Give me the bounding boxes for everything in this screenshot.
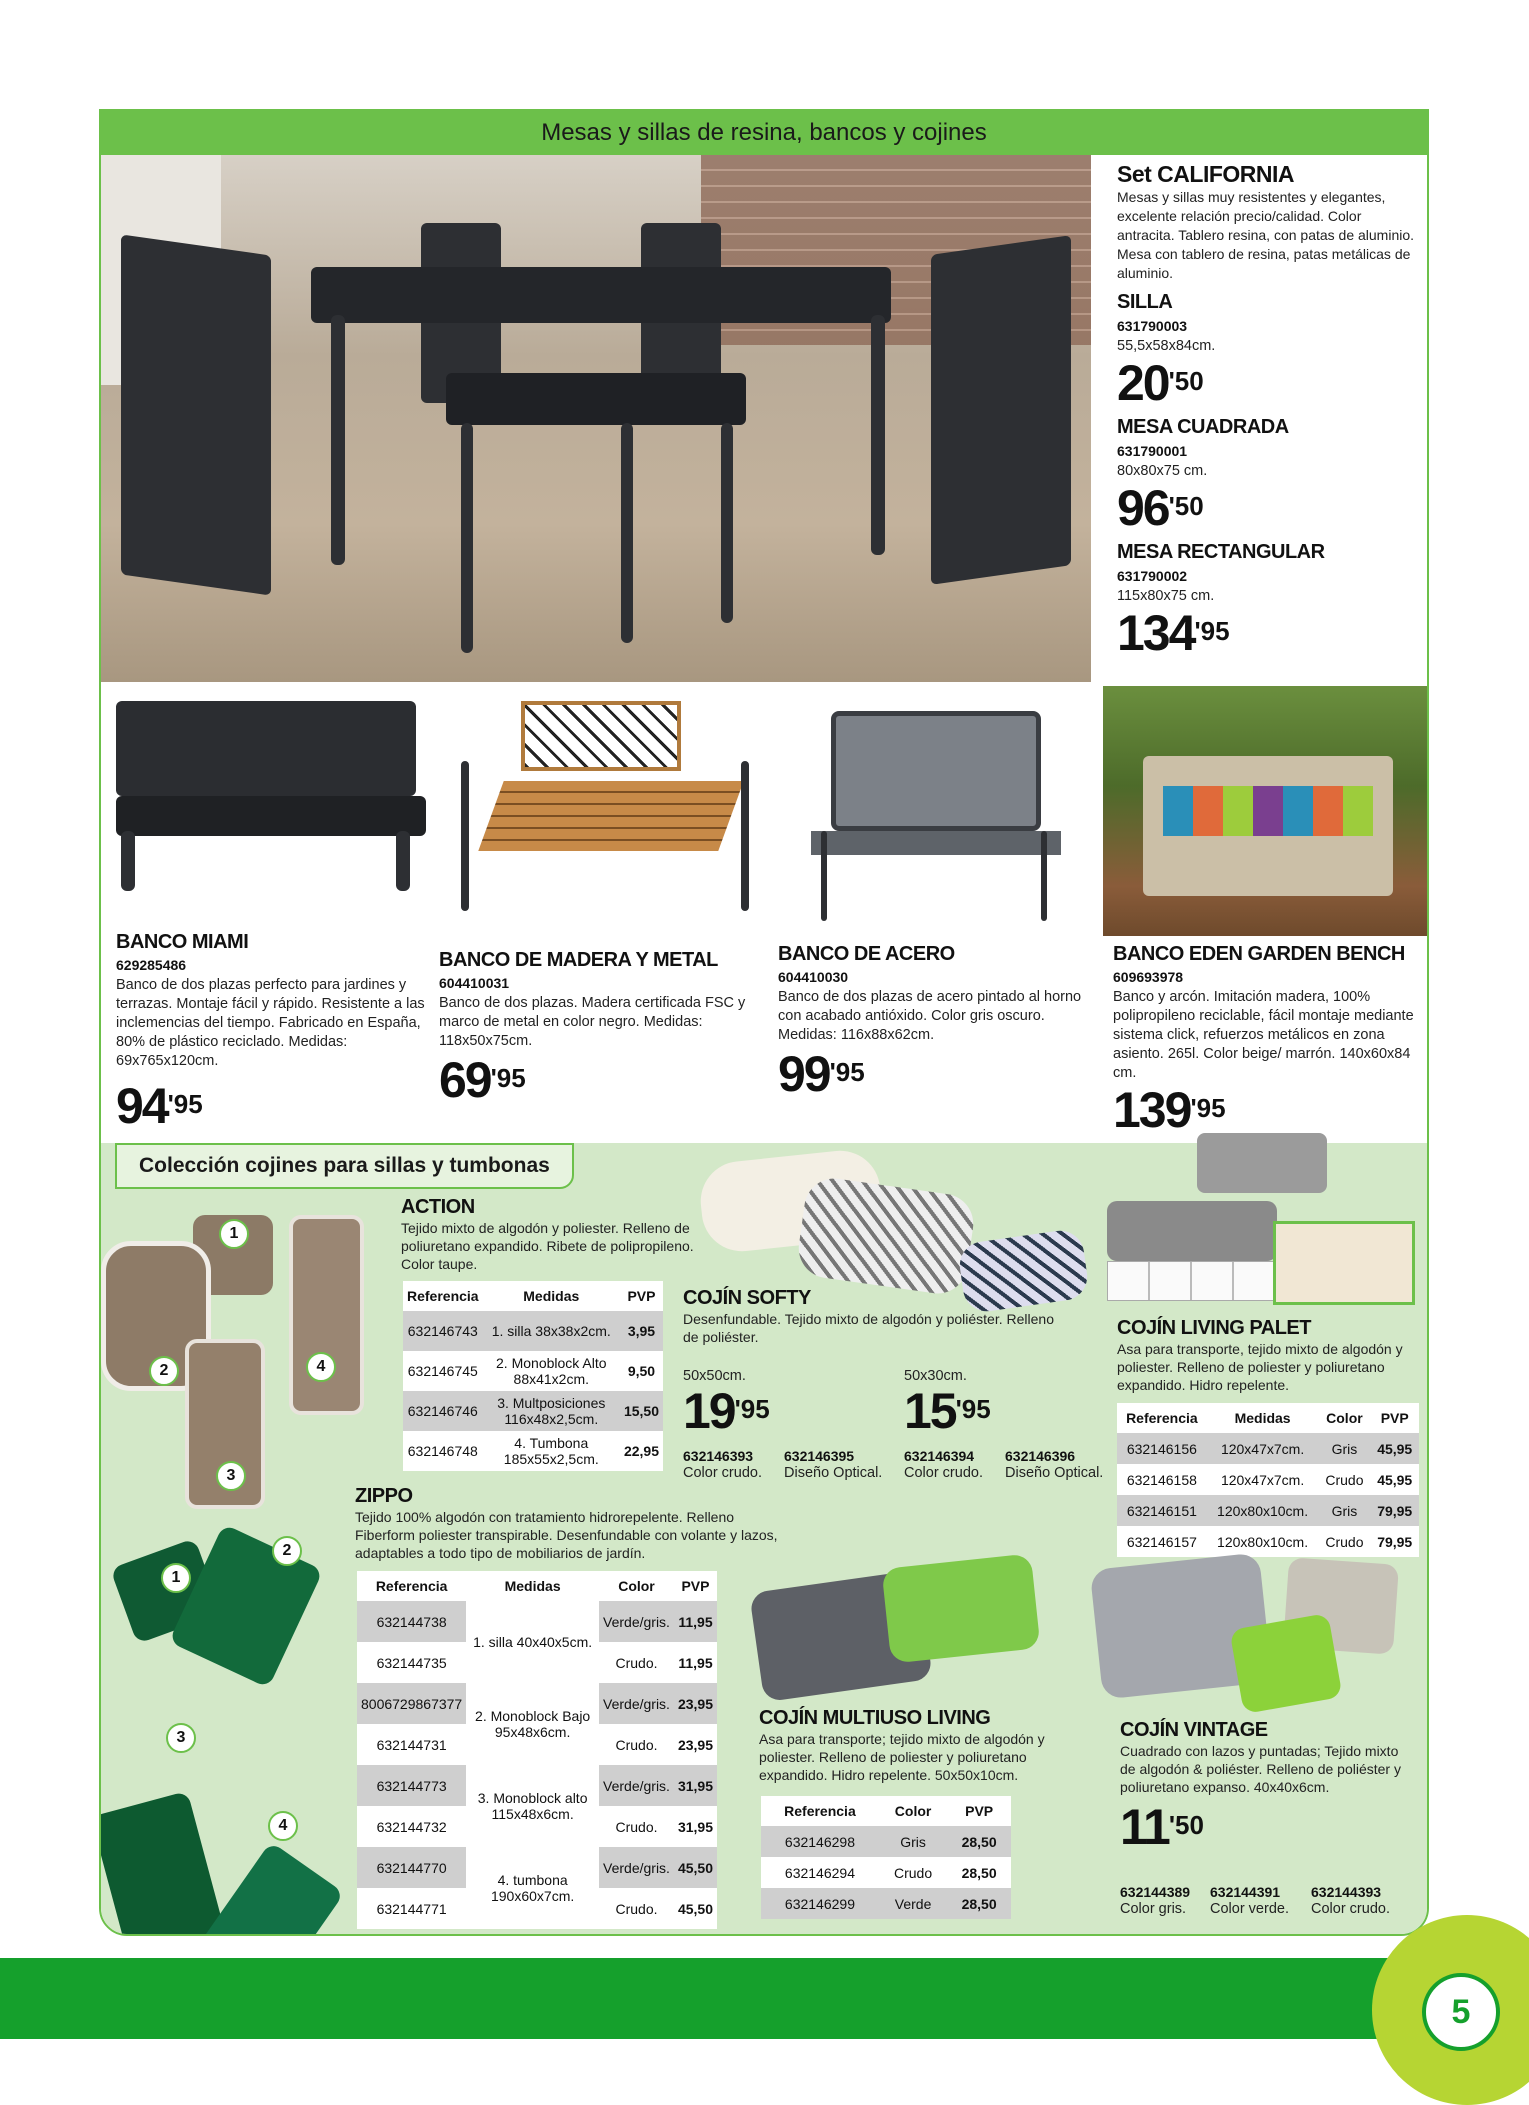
cell-ref: 632144731 — [357, 1724, 466, 1765]
section-header — [101, 111, 1427, 155]
product-desc: Mesas y sillas muy resistentes y elegantes, excelente relación precio/calidad. Color antracita. Tablero resina, con patas de aluminio. Mesa con tablero de resina, patas metálicas de aluminio. — [1117, 189, 1415, 281]
cell-ref: 632144732 — [357, 1806, 466, 1847]
cell-ref: 632144771 — [357, 1888, 466, 1929]
size-label: 50x50cm. — [683, 1368, 746, 1384]
table-row — [357, 1601, 717, 1642]
cell-ref: 632146298 — [761, 1826, 879, 1857]
price-int: 15 — [904, 1383, 956, 1439]
price-int: 139 — [1113, 1082, 1191, 1138]
chair-left — [121, 234, 271, 595]
col-header: Referencia — [761, 1796, 879, 1826]
item-code: 631790001 — [1117, 443, 1188, 459]
cell-ref: 632144735 — [357, 1642, 466, 1683]
cell-pvp: 79,95 — [1370, 1526, 1419, 1557]
table-row — [761, 1857, 1011, 1888]
code-label: Color gris. — [1120, 1901, 1187, 1917]
col-header: Referencia — [403, 1281, 483, 1311]
cell-ref: 632146157 — [1117, 1526, 1207, 1557]
product-code: 629285486 — [116, 957, 187, 973]
cushions-section-title: Colección cojines para sillas y tumbonas — [115, 1143, 574, 1189]
softy-info — [683, 1287, 1063, 1346]
vintage-code — [1120, 1884, 1220, 1919]
table-leg — [721, 423, 733, 623]
product-title: BANCO MIAMI — [116, 931, 249, 953]
bench-steel-image — [791, 711, 1081, 941]
col-header: Color — [599, 1571, 674, 1601]
cell-color: Verde — [879, 1888, 947, 1919]
cell-med: 120x80x10cm. — [1207, 1495, 1319, 1526]
item-name: MESA RECTANGULAR — [1117, 541, 1325, 563]
cell-med: 120x47x7cm. — [1207, 1433, 1319, 1464]
cell-ref: 632146748 — [403, 1431, 483, 1471]
price-int: 99 — [778, 1046, 830, 1102]
code-label: Diseño Optical. — [784, 1465, 883, 1481]
softy-size-50x30 — [904, 1367, 1104, 1439]
badge-3: 3 — [166, 1723, 196, 1753]
item-code: 631790003 — [1117, 318, 1188, 334]
table-row — [1117, 1433, 1419, 1464]
col-header: Color — [879, 1796, 947, 1826]
product-title: COJÍN MULTIUSO LIVING — [759, 1707, 991, 1729]
table-row — [403, 1391, 663, 1431]
product-price — [1113, 1082, 1423, 1138]
cell-color: Gris — [1318, 1495, 1370, 1526]
price-int: 94 — [116, 1078, 168, 1134]
product-title: ZIPPO — [355, 1485, 413, 1507]
product-title: BANCO DE ACERO — [778, 943, 955, 965]
code-label: Color crudo. — [904, 1465, 983, 1481]
cell-ref: 632144738 — [357, 1601, 466, 1642]
cell-med: 3. Multposiciones 116x48x2,5cm. — [483, 1391, 620, 1431]
product-desc: Tejido 100% algodón con tratamiento hidrorepelente. Relleno Fiberform poliester transpirable. Desenfundable con volante y lazos, adaptables a todo tipo de mobiliarios de jardín. — [355, 1509, 778, 1561]
vintage-code — [1210, 1884, 1310, 1919]
catalog-page-frame — [99, 109, 1429, 1936]
cell-color: Crudo — [1318, 1464, 1370, 1495]
cell-color: Gris — [879, 1826, 947, 1857]
table-header — [1117, 1403, 1419, 1433]
rect-table-top — [311, 267, 891, 323]
product-code: 609693978 — [1113, 969, 1184, 985]
item-price — [1117, 605, 1417, 661]
price-int: 11 — [1120, 1799, 1169, 1855]
product-title: COJÍN SOFTY — [683, 1287, 811, 1309]
price — [683, 1383, 883, 1439]
col-header: Medidas — [1207, 1403, 1319, 1433]
cell-ref: 632144773 — [357, 1765, 466, 1806]
cell-pvp: 11,95 — [674, 1601, 717, 1642]
table-row — [1117, 1464, 1419, 1495]
cell-pvp: 23,95 — [674, 1683, 717, 1724]
softy-size-50x50 — [683, 1367, 883, 1439]
cell-med: 2. Monoblock Alto 88x41x2cm. — [483, 1351, 620, 1391]
product-price — [116, 1078, 426, 1134]
cell-color: Gris — [1318, 1433, 1370, 1464]
product-desc: Banco de dos plazas perfecto para jardines y terrazas. Montaje fácil y rápido. Resistente a las inclemencias del tiempo. Fabricado en España, 80% de plástico reciclado. Medidas: 69x765x120cm. — [116, 977, 425, 1069]
price-int: 19 — [683, 1383, 735, 1439]
size-label: 50x30cm. — [904, 1368, 967, 1384]
table-row — [403, 1311, 663, 1351]
cell-pvp: 45,50 — [674, 1888, 717, 1929]
product-title: COJÍN VINTAGE — [1120, 1719, 1268, 1741]
action-table — [403, 1281, 663, 1471]
price-int: 20 — [1117, 355, 1169, 411]
col-header: Referencia — [1117, 1403, 1207, 1433]
square-table-top — [446, 373, 746, 425]
col-header: PVP — [620, 1281, 663, 1311]
zippo-table — [357, 1571, 717, 1929]
cell-ref: 632146746 — [403, 1391, 483, 1431]
cell-med: 2. Monoblock Bajo 95x48x6cm. — [466, 1683, 599, 1765]
cell-ref: 632146151 — [1117, 1495, 1207, 1526]
badge-1: 1 — [161, 1563, 191, 1593]
cell-color: Verde/gris. — [599, 1601, 674, 1642]
cell-color: Crudo. — [599, 1642, 674, 1683]
cell-color: Verde/gris. — [599, 1683, 674, 1724]
product-desc: Banco de dos plazas de acero pintado al horno con acabado antióxido. Color gris oscuro. Medidas: 116x88x62cm. — [778, 989, 1082, 1043]
cell-color: Crudo. — [599, 1806, 674, 1847]
code: 632146394 — [904, 1448, 975, 1464]
california-set-photo — [101, 155, 1091, 682]
cell-pvp: 22,95 — [620, 1431, 663, 1471]
product-desc: Desenfundable. Tejido mixto de algodón y poliéster. Relleno de poliéster. — [683, 1311, 1054, 1345]
code: 632144391 — [1210, 1884, 1281, 1900]
code: 632146393 — [683, 1448, 754, 1464]
section-title: Mesas y sillas de resina, bancos y cojines — [541, 119, 987, 146]
code: 632146395 — [784, 1448, 855, 1464]
badge-1: 1 — [219, 1219, 249, 1249]
palet-info — [1117, 1317, 1427, 1394]
california-item — [1117, 541, 1417, 661]
cell-pvp: 45,95 — [1370, 1433, 1419, 1464]
item-code: 631790002 — [1117, 568, 1188, 584]
cell-ref: 632146299 — [761, 1888, 879, 1919]
table-row — [1117, 1495, 1419, 1526]
cell-ref: 632146158 — [1117, 1464, 1207, 1495]
product-desc: Tejido mixto de algodón y poliester. Relleno de poliuretano expandido. Ribete de polipropileno. Color taupe. — [401, 1220, 694, 1272]
col-header: PVP — [674, 1571, 717, 1601]
cell-ref: 632144770 — [357, 1847, 466, 1888]
cell-color: Crudo — [1318, 1526, 1370, 1557]
price — [904, 1383, 1104, 1439]
table-leg — [621, 423, 633, 643]
col-header: Medidas — [466, 1571, 599, 1601]
cell-color: Verde/gris. — [599, 1765, 674, 1806]
table-row — [357, 1847, 717, 1888]
cell-med: 4. tumbona 190x60x7cm. — [466, 1847, 599, 1929]
item-price — [1117, 355, 1417, 411]
product-title: BANCO DE MADERA Y METAL — [439, 949, 718, 971]
product-price — [439, 1052, 749, 1108]
code-label: Color crudo. — [683, 1465, 762, 1481]
multiuso-table — [761, 1796, 1011, 1919]
item-name: SILLA — [1117, 291, 1173, 313]
cell-med: 4. Tumbona 185x55x2,5cm. — [483, 1431, 620, 1471]
palet-cushion-image — [1107, 1131, 1417, 1321]
bench-miami — [116, 931, 426, 1134]
chair-right — [931, 235, 1071, 585]
page-number-badge — [1372, 1915, 1529, 2105]
softy-code — [683, 1448, 793, 1483]
cell-pvp: 23,95 — [674, 1724, 717, 1765]
table-header — [761, 1796, 1011, 1826]
cell-pvp: 79,95 — [1370, 1495, 1419, 1526]
cell-ref: 632146156 — [1117, 1433, 1207, 1464]
table-header — [357, 1571, 717, 1601]
table-row — [357, 1765, 717, 1806]
cell-ref: 632146294 — [761, 1857, 879, 1888]
item-price — [1117, 480, 1417, 536]
price-dec: '50 — [1168, 1810, 1204, 1840]
item-name: MESA CUADRADA — [1117, 416, 1289, 438]
cell-pvp: 9,50 — [620, 1351, 663, 1391]
footer-bar — [0, 1958, 1529, 2039]
bench-miami-image — [116, 701, 426, 901]
product-desc: Banco de dos plazas. Madera certificada FSC y marco de metal en color negro. Medidas: 118x50x75cm. — [439, 995, 746, 1049]
table-row — [357, 1683, 717, 1724]
softy-code — [784, 1448, 894, 1483]
cell-pvp: 11,95 — [674, 1642, 717, 1683]
price-int: 96 — [1117, 480, 1169, 536]
product-price — [778, 1046, 1098, 1102]
col-header: Medidas — [483, 1281, 620, 1311]
cell-pvp: 28,50 — [947, 1857, 1011, 1888]
product-code: 604410031 — [439, 975, 510, 991]
badge-2: 2 — [149, 1356, 179, 1386]
badge-2: 2 — [272, 1536, 302, 1566]
price-dec: '50 — [1168, 366, 1204, 396]
price-dec: '95 — [490, 1063, 526, 1093]
zippo-info — [355, 1485, 795, 1562]
california-item — [1117, 416, 1417, 536]
product-desc: Banco y arcón. Imitación madera, 100% polipropileno reciclable, fácil montaje mediante sistema click, refuerzos metálicos en zona asiento. 265l. Color beige/ marrón. 140x60x84 cm. — [1113, 989, 1414, 1081]
cell-med: 1. silla 40x40x5cm. — [466, 1601, 599, 1683]
cell-med: 120x47x7cm. — [1207, 1464, 1319, 1495]
price-dec: '95 — [1194, 616, 1230, 646]
cell-pvp: 31,95 — [674, 1806, 717, 1847]
product-price — [1120, 1799, 1410, 1855]
code: 632144393 — [1311, 1884, 1382, 1900]
product-title: COJÍN LIVING PALET — [1117, 1317, 1311, 1339]
zippo-cushions-image — [101, 1521, 361, 1936]
col-header: PVP — [947, 1796, 1011, 1826]
product-desc: Asa para transporte; tejido mixto de algodón y poliester. Relleno de poliester y poliuretano expandido. Hidro repelente. 50x50x10cm. — [759, 1731, 1045, 1783]
price-dec: '95 — [955, 1394, 991, 1424]
table-row — [403, 1351, 663, 1391]
cell-pvp: 3,95 — [620, 1311, 663, 1351]
action-info — [401, 1196, 701, 1273]
table-row — [761, 1888, 1011, 1919]
price-dec: '95 — [1190, 1093, 1226, 1123]
code-label: Color verde. — [1210, 1901, 1289, 1917]
product-desc: Cuadrado con lazos y puntadas; Tejido mixto de algodón & poliéster. Relleno de poliéster y poliuretano expanso. 40x40x6cm. — [1120, 1743, 1401, 1795]
product-title: ACTION — [401, 1196, 475, 1218]
price-int: 69 — [439, 1052, 491, 1108]
bench-eden-image — [1103, 686, 1429, 936]
code-label: Color crudo. — [1311, 1901, 1390, 1917]
product-title: Set CALIFORNIA — [1117, 161, 1294, 187]
cell-pvp: 45,95 — [1370, 1464, 1419, 1495]
cell-med: 120x80x10cm. — [1207, 1526, 1319, 1557]
col-header: Color — [1318, 1403, 1370, 1433]
bench-wood-metal — [439, 949, 749, 1108]
item-dims: 80x80x75 cm. — [1117, 463, 1208, 479]
badge-3: 3 — [216, 1461, 246, 1491]
palet-table — [1117, 1403, 1419, 1557]
code: 632144389 — [1120, 1884, 1191, 1900]
softy-code — [1005, 1448, 1115, 1483]
vintage-info — [1120, 1719, 1410, 1855]
table-leg — [871, 315, 885, 555]
cell-med: 1. silla 38x38x2cm. — [483, 1311, 620, 1351]
softy-code — [904, 1448, 1014, 1483]
product-title: BANCO EDEN GARDEN BENCH — [1113, 943, 1405, 965]
cell-pvp: 28,50 — [947, 1826, 1011, 1857]
price-int: 134 — [1117, 605, 1195, 661]
item-dims: 55,5x58x84cm. — [1117, 338, 1216, 354]
multiuso-info — [759, 1707, 1079, 1784]
california-info — [1117, 161, 1417, 661]
price-dec: '95 — [734, 1394, 770, 1424]
action-cushions-image — [101, 1201, 401, 1531]
price-dec: '95 — [167, 1089, 203, 1119]
code-label: Diseño Optical. — [1005, 1465, 1104, 1481]
price-dec: '50 — [1168, 491, 1204, 521]
cell-ref: 632146745 — [403, 1351, 483, 1391]
bench-steel — [778, 943, 1098, 1102]
col-header: PVP — [1370, 1403, 1419, 1433]
cell-pvp: 45,50 — [674, 1847, 717, 1888]
cell-color: Crudo. — [599, 1888, 674, 1929]
california-item — [1117, 291, 1417, 411]
badge-4: 4 — [268, 1811, 298, 1841]
badge-4: 4 — [306, 1352, 336, 1382]
bench-wood-metal-image — [451, 701, 761, 941]
cell-pvp: 15,50 — [620, 1391, 663, 1431]
table-leg — [461, 423, 473, 653]
cell-color: Crudo. — [599, 1724, 674, 1765]
table-row — [403, 1431, 663, 1471]
vintage-code — [1311, 1884, 1411, 1919]
cell-ref: 8006729867377 — [357, 1683, 466, 1724]
cell-pvp: 28,50 — [947, 1888, 1011, 1919]
cell-color: Crudo — [879, 1857, 947, 1888]
table-header — [403, 1281, 663, 1311]
col-header: Referencia — [357, 1571, 466, 1601]
product-desc: Asa para transporte, tejido mixto de algodón y poliester. Relleno de poliester y poliuretano expandido. Hidro repelente. — [1117, 1341, 1403, 1393]
table-row — [761, 1826, 1011, 1857]
cell-ref: 632146743 — [403, 1311, 483, 1351]
cell-pvp: 31,95 — [674, 1765, 717, 1806]
cell-med: 3. Monoblock alto 115x48x6cm. — [466, 1765, 599, 1847]
product-code: 604410030 — [778, 969, 849, 985]
code: 632146396 — [1005, 1448, 1076, 1464]
page-number: 5 — [1422, 1973, 1500, 2051]
table-leg — [331, 315, 345, 565]
item-dims: 115x80x75 cm. — [1117, 588, 1215, 604]
cell-color: Verde/gris. — [599, 1847, 674, 1888]
price-dec: '95 — [829, 1057, 865, 1087]
bench-eden — [1113, 943, 1423, 1138]
